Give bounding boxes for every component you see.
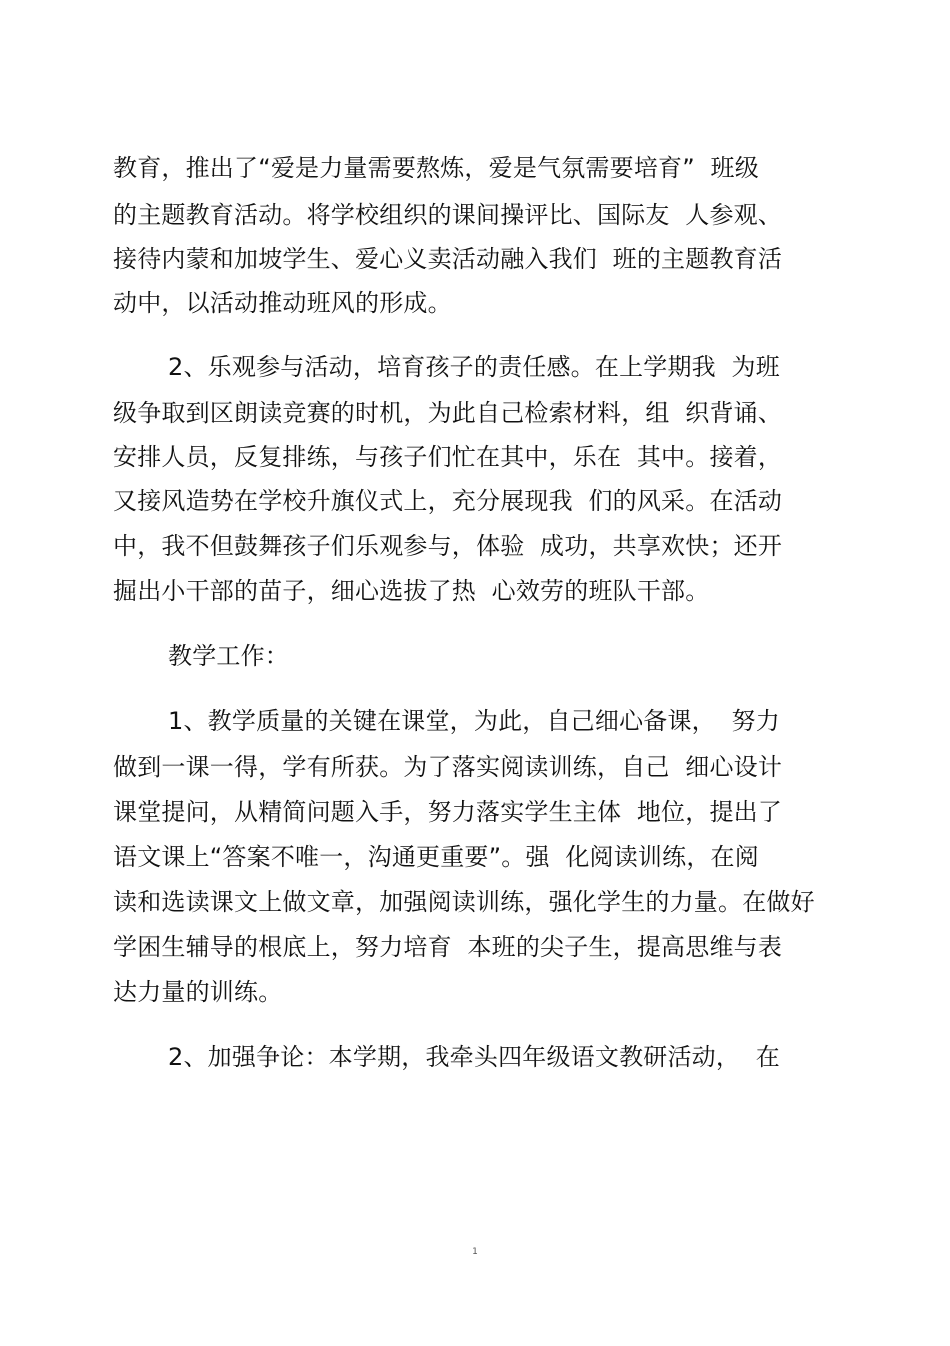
text-line: 课堂提问，从精简问题入手，努力落实学生主体 地位，提出了 <box>113 798 783 826</box>
text-line: 的主题教育活动。将学校组织的课间操评比、国际友 人参观、 <box>113 201 783 229</box>
section-heading: 教学工作： <box>168 642 289 670</box>
text-line: 达力量的训练。 <box>113 978 283 1006</box>
text-line: 动中，以活动推动班风的形成。 <box>113 289 452 317</box>
text-line: 级争取到区朗读竞赛的时机，为此自己检索材料，组 织背诵、 <box>113 399 783 427</box>
text-line: 教育，推出了“爱是力量需要熬炼，爱是气氛需要培育” 班级 <box>113 154 759 182</box>
text-line: 又接风造势在学校升旗仪式上，充分展现我 们的风采。在活动 <box>113 487 783 515</box>
text-line: 接待内蒙和加坡学生、爱心义卖活动融入我们 班的主题教育活 <box>113 245 783 273</box>
text-line: 语文课上“答案不唯一，沟通更重要”。强 化阅读训练，在阅 <box>113 843 759 871</box>
text-line: 安排人员，反复排练，与孩子们忙在其中，乐在 其中。接着， <box>113 443 783 471</box>
text-line: 2、乐观参与活动，培育孩子的责任感。在上学期我 为班 <box>168 353 780 381</box>
page-number: 1 <box>472 1247 478 1257</box>
text-line: 读和选读课文上做文章，加强阅读训练，强化学生的力量。在做好 <box>113 888 815 916</box>
text-line: 中，我不但鼓舞孩子们乐观参与，体验 成功，共享欢快；还开 <box>113 532 783 560</box>
text-line: 2、加强争论：本学期，我牵头四年级语文教研活动， 在 <box>168 1043 780 1071</box>
text-line: 掘出小干部的苗子，细心选拔了热 心效劳的班队干部。 <box>113 577 710 605</box>
text-line: 学困生辅导的根底上，努力培育 本班的尖子生，提高思维与表 <box>113 933 783 961</box>
text-line: 做到一课一得，学有所获。为了落实阅读训练，自己 细心设计 <box>113 753 783 781</box>
text-line: 1、教学质量的关键在课堂，为此，自己细心备课， 努力 <box>168 707 780 735</box>
